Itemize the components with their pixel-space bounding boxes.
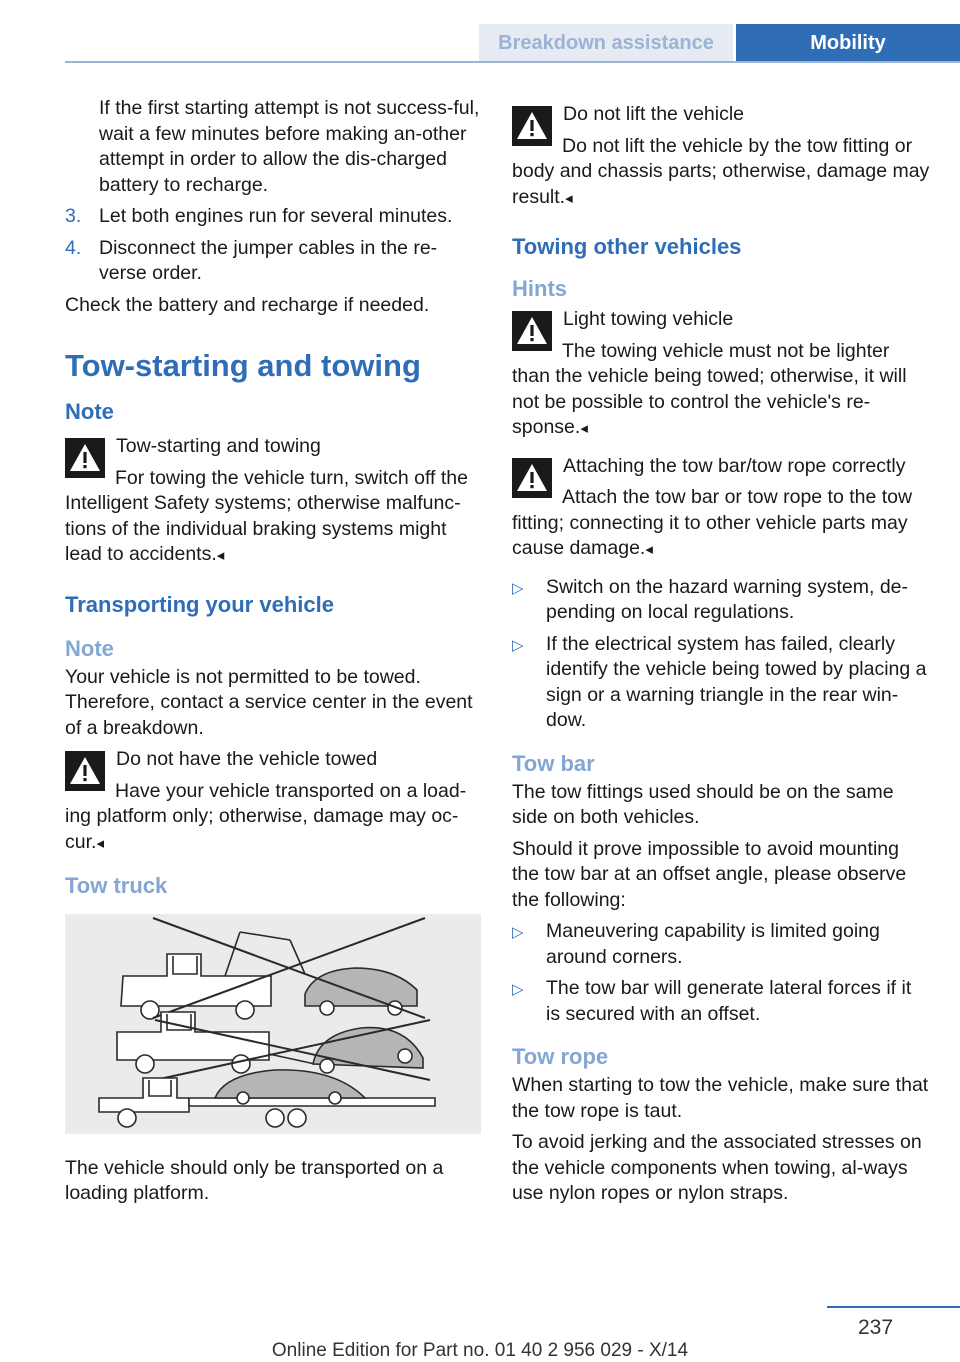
- intro-paragraph: If the first starting attempt is not success-ful, wait a few minutes before making an-other attempt in order to allow the dis-charged battery to recharge.: [99, 97, 480, 196]
- list-item-text: Switch on the hazard warning system, de-pending on local regulations.: [546, 575, 909, 623]
- subsection-heading: Tow truck: [65, 873, 168, 898]
- list-item: [512, 976, 930, 1027]
- warning-block: [512, 102, 930, 211]
- step-number: 3.: [65, 205, 82, 227]
- left-column: [65, 96, 481, 1213]
- warning-body: Do not lift the vehicle by the tow fitting or body and chassis parts; otherwise, damage may result.: [512, 134, 930, 208]
- note-paragraph: Your vehicle is not permitted to be towed. Therefore, contact a service center in the event of a breakdown.: [65, 665, 473, 739]
- warning-title: Do not lift the vehicle: [563, 103, 745, 125]
- warning-title: Do not have the vehicle towed: [116, 748, 378, 770]
- footer-divider: [827, 1306, 960, 1308]
- end-marker: ◂: [580, 420, 588, 437]
- tow-rope-paragraph: To avoid jerking and the associated stresses on the vehicle components when towing, al-ways use nylon ropes or nylon straps.: [512, 1131, 922, 1204]
- section-title: Tow-starting and towing: [65, 348, 421, 383]
- warning-title: Tow-starting and towing: [116, 435, 321, 457]
- list-item: [512, 919, 930, 970]
- subsection-heading: Tow bar: [512, 750, 595, 776]
- tow-bar-paragraph: The tow fittings used should be on the same side on both vehicles.: [512, 780, 894, 828]
- list-item-text: If the electrical system has failed, clearly identify the vehicle being towed by placing a sign or a warning triangle in the rear win-dow.: [546, 632, 927, 731]
- right-column: [512, 102, 930, 1213]
- bullet-icon: ▷: [512, 981, 524, 998]
- list-item-text: Maneuvering capability is limited going around corners.: [546, 920, 880, 968]
- edition-note: Online Edition for Part no. 01 40 2 956 029 - X/14: [271, 1340, 689, 1361]
- list-item: [65, 204, 481, 230]
- subsection-heading: Tow rope: [512, 1044, 609, 1069]
- warning-triangle-icon: [512, 311, 552, 351]
- list-item-text: The tow bar will generate lateral forces if it is secured with an offset.: [546, 977, 912, 1025]
- warning-block: [65, 747, 481, 856]
- bullet-icon: ▷: [512, 924, 524, 941]
- warning-title: Light towing vehicle: [563, 308, 734, 330]
- step-text: Let both engines run for several minutes.: [99, 205, 453, 227]
- tow-truck-row-1: [121, 918, 425, 1019]
- bullet-icon: ▷: [512, 636, 524, 654]
- tow-bar-paragraph: Should it prove impossible to avoid mounting the tow bar at an offset angle, please observe the following:: [512, 837, 907, 911]
- note-heading: Note: [65, 399, 114, 424]
- tow-truck-illustration: [65, 914, 481, 1134]
- warning-triangle-icon: [65, 438, 105, 478]
- warning-block: [512, 307, 930, 442]
- end-marker: ◂: [645, 541, 653, 558]
- list-item: [512, 632, 930, 734]
- warning-title: Attaching the tow bar/tow rope correctly: [563, 454, 906, 477]
- warning-block: [512, 454, 930, 563]
- warning-triangle-icon: [512, 458, 552, 498]
- figure-caption: The vehicle should only be transported on a loading platform.: [65, 1156, 444, 1204]
- tow-rope-paragraph: When starting to tow the vehicle, make sure that the tow rope is taut.: [512, 1074, 929, 1122]
- subsection-title: Towing other vehicles: [512, 234, 742, 259]
- subsection-title: Transporting your vehicle: [65, 591, 334, 617]
- end-marker: ◂: [96, 834, 104, 852]
- warning-body: For towing the vehicle turn, switch off the Intelligent Safety systems; otherwise malfunc-tions of the individual braking systems might lead to accidents.: [65, 466, 468, 565]
- header-divider: [65, 61, 960, 63]
- warning-body: The towing vehicle must not be lighter than the vehicle being towed; otherwise, it will not be possible to control the vehicle's re-sponse.: [512, 339, 907, 438]
- bullet-icon: ▷: [512, 579, 524, 597]
- page-number: 237: [858, 1316, 894, 1339]
- section-tab[interactable]: Breakdown assistance: [479, 24, 733, 62]
- list-item: [512, 575, 930, 626]
- warning-body: Attach the tow bar or tow rope to the tow fitting; connecting it to other vehicle parts may cause damage.: [512, 486, 913, 559]
- warning-block: [65, 434, 481, 569]
- step-number: 4.: [65, 236, 82, 259]
- header-tabs: [479, 24, 960, 62]
- note-heading: Note: [65, 635, 114, 661]
- warning-triangle-icon: [65, 751, 105, 791]
- chapter-tab[interactable]: Mobility: [736, 24, 960, 62]
- warning-body: Have your vehicle transported on a load-ing platform only; otherwise, damage may oc-cur.: [65, 779, 467, 853]
- step-text: Disconnect the jumper cables in the re-verse order.: [99, 236, 438, 284]
- list-item: [65, 236, 481, 287]
- hints-heading: Hints: [512, 276, 567, 301]
- end-marker: ◂: [216, 547, 225, 564]
- warning-triangle-icon: [512, 106, 552, 146]
- end-marker: ◂: [565, 189, 573, 207]
- flatbed-truck-row: [99, 1070, 435, 1127]
- check-battery-paragraph: Check the battery and recharge if needed.: [65, 293, 430, 316]
